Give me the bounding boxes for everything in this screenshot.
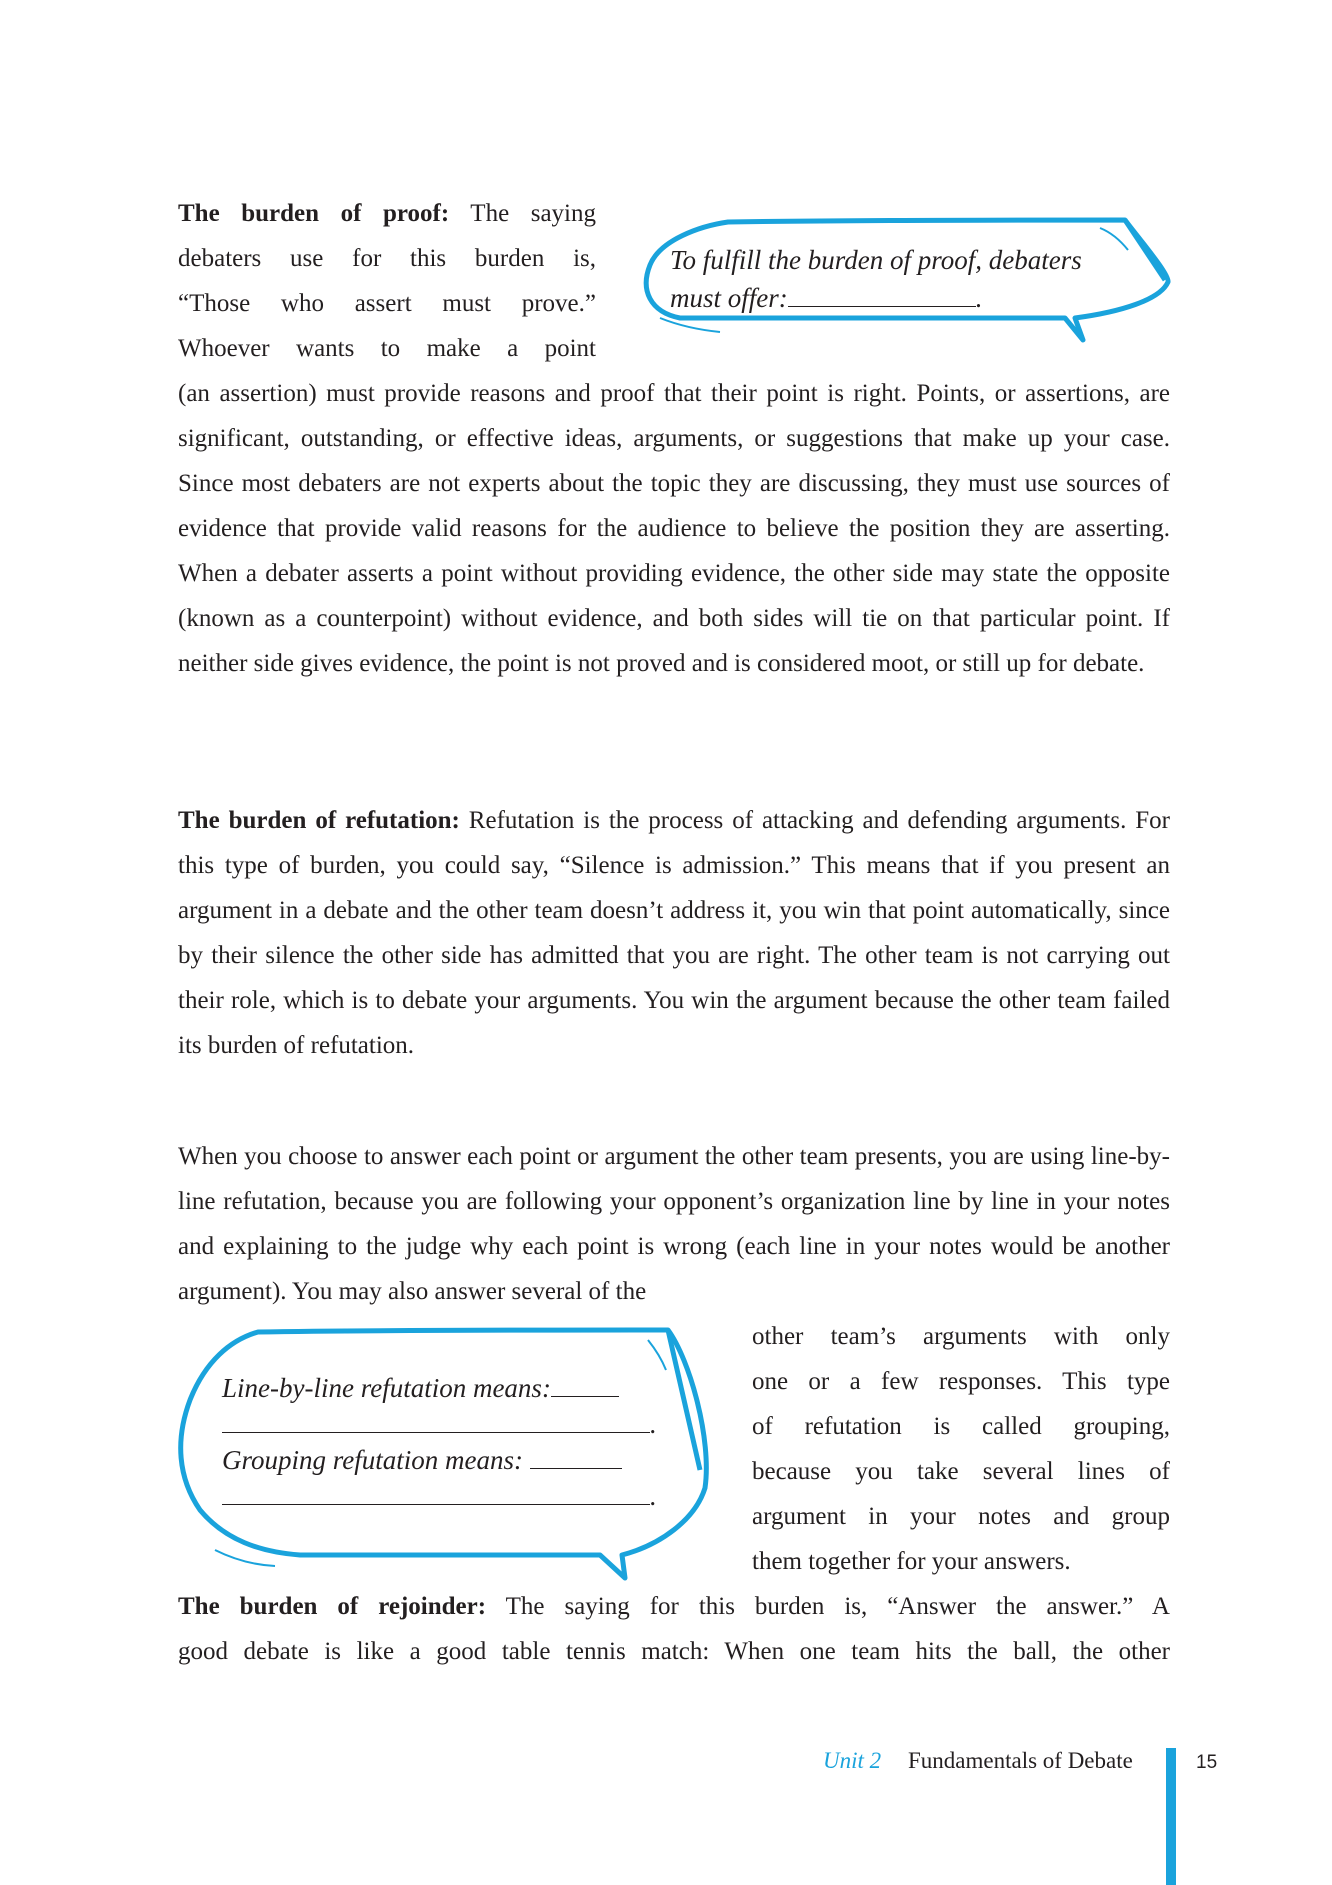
answer-blank[interactable] (222, 1408, 650, 1433)
bubble-proof-line2: must offer: . (670, 283, 983, 313)
bubble-prompt-grouping: Grouping refutation means: (222, 1445, 523, 1475)
section-heading-rejoinder: The burden of rejoinder: (178, 1593, 487, 1620)
line-by-line-paragraph: When you choose to answer each point or argument the other team presents, you are using line-by-line refutation, because you are following your opponent’s organization line by line in your notes and explaining to the judge why each point is wrong (each line in your notes would be another argument). You may also answer several of the (178, 1143, 1170, 1305)
footer-accent-bar (1166, 1748, 1176, 1885)
bubble-proof-line1: To fulfill the burden of proof, debaters (670, 245, 1082, 275)
bubble-refutation-line4: . (222, 1478, 662, 1514)
text-line: argument in your notes and group (752, 1503, 1170, 1530)
section-heading-refutation: The burden of refutation: (178, 807, 460, 834)
bubble-prompt-line-by-line: Line-by-line refutation means: (222, 1373, 551, 1403)
bubble-refutation-line2: . (222, 1406, 662, 1442)
bubble-refutation-text (222, 1370, 662, 1514)
answer-blank[interactable] (222, 1480, 650, 1505)
text-fragment: The saying for this burden is, “Answer the answer.” A (505, 1593, 1170, 1620)
answer-blank[interactable] (530, 1444, 622, 1469)
page-number: 15 (1196, 1752, 1218, 1773)
text-line: other team’s arguments with only (752, 1323, 1170, 1350)
footer-unit-title: Fundamentals of Debate (908, 1748, 1133, 1773)
text-line: them together for your answers. (752, 1548, 1071, 1575)
text-line: because you take several lines of (752, 1458, 1170, 1485)
bubble-refutation-line3 (222, 1442, 662, 1478)
bubble-proof-text (670, 241, 1130, 317)
section-heading-proof: The burden of proof: (178, 200, 450, 227)
burden-of-proof-intro (178, 191, 596, 371)
text-line: debaters use for this burden is, (178, 245, 596, 272)
footer-unit-label: Unit 2 (823, 1748, 882, 1773)
text-line (178, 191, 596, 236)
refutation-text: Refutation is the process of attacking and defending arguments. For this type of burden, you could say, “Silence is admission.” This means that if you present an argument in a debate and the other team doesn’t address it, you win that point automatically, since by their silence the other side has admitted that you are right. The other team is not carrying out their role, which is to debate your arguments. You win the argument because the other team failed its burden of refutation. (178, 807, 1170, 1059)
answer-blank[interactable] (788, 282, 976, 307)
burden-of-rejoinder-paragraph (178, 1584, 1170, 1674)
bubble-refutation-line1 (222, 1370, 662, 1406)
text-fragment: The saying (470, 200, 596, 227)
bubble-proof-prompt: must offer: (670, 283, 788, 313)
text-line: “Those who assert must prove.” (178, 290, 596, 317)
text-line (178, 1584, 1170, 1629)
grouping-paragraph (752, 1314, 1170, 1584)
text-line: of refutation is called grouping, (752, 1413, 1170, 1440)
text-line: one or a few responses. This type (752, 1368, 1170, 1395)
burden-of-refutation-paragraph (178, 798, 1170, 1068)
answer-blank[interactable] (551, 1372, 619, 1397)
burden-of-proof-body: (an assertion) must provide reasons and proof that their point is right. Points, or assertions, are significant, outstanding, or effective ideas, arguments, or suggestions that make up your case. Since most debaters are not experts about the topic they are discussing, they must use sources of evidence that provide valid reasons for the audience to believe the position they are asserting. When a debater asserts a point without providing evidence, the other side may state the opposite (known as a counterpoint) without evidence, and both sides will tie on that particular point. If neither side gives evidence, the point is not proved and is considered moot, or still up for debate. (178, 380, 1170, 677)
text-line: Whoever wants to make a point (178, 335, 596, 362)
text-line: good debate is like a good table tennis match: When one team hits the ball, the other (178, 1638, 1170, 1665)
